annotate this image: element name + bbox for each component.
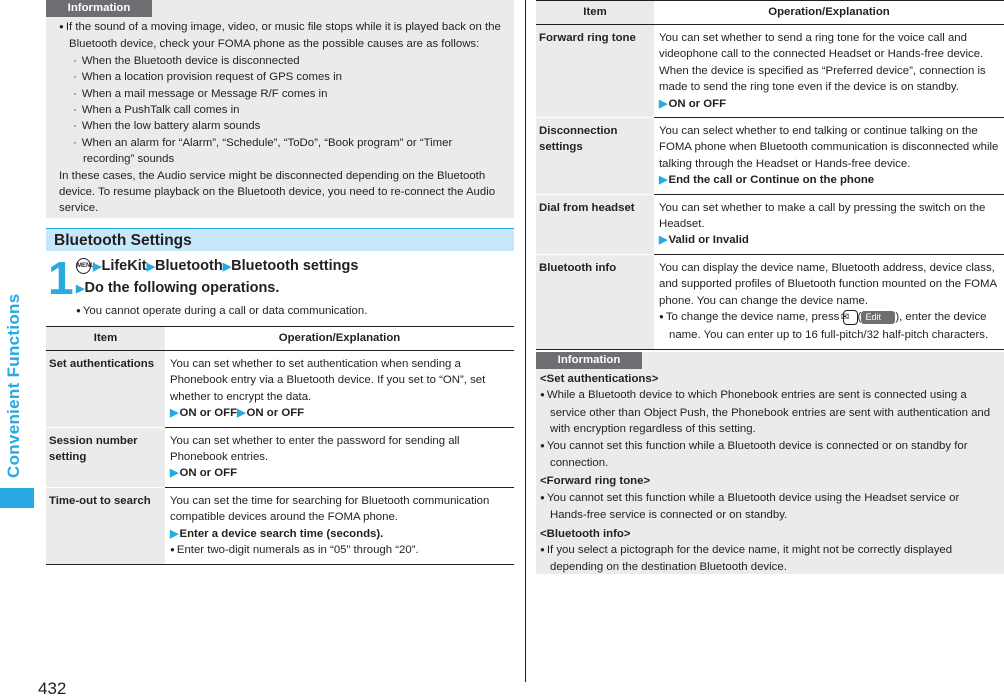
step-instruction: ▶Do the following operations.	[76, 280, 280, 296]
info-bullet: ● You cannot set this function while a Bluetooth device is connected or on standby for connection.	[540, 438, 998, 472]
row-description: You can select whether to end talking or continue talking on the FOMA phone when Bluetooth communication is disconnected while talking through the Headset or Hands-free device. ▶End the call or Continue on the phone	[654, 118, 1004, 195]
arrow-icon: ▶	[237, 407, 246, 420]
row-description: You can set whether to enter the password for sending all Phonebook entries. ▶ON or OFF	[165, 427, 514, 487]
row-options: ▶ON or OFF	[170, 467, 238, 480]
side-tab-marker	[0, 488, 34, 508]
row-description: You can set whether to send a ring tone for the voice call and videophone call to the connected Headset or Hands-free device. When the device is specified as “Preferred device”, connection is made to send the ring tone even if the device is on standby. ▶ON or OFF	[654, 25, 1004, 118]
row-item-label: Time-out to search	[46, 487, 165, 565]
info-group-heading: <Forward ring tone>	[540, 475, 651, 488]
step-path: MENU▶LifeKit▶Bluetooth▶Bluetooth settings	[77, 258, 359, 274]
arrow-icon: ▶	[170, 467, 179, 480]
info-group-heading: <Bluetooth info>	[540, 527, 631, 540]
page-number: 432	[38, 679, 67, 698]
info-box-top	[46, 0, 514, 218]
row-bullet: ● Enter two-digit numerals as in “05” through “20”.	[170, 542, 512, 559]
row-item-label: Bluetooth info	[536, 254, 654, 349]
column-divider	[525, 0, 526, 682]
arrow-icon: ▶	[222, 261, 232, 273]
row-item-label: Session number setting	[46, 427, 165, 487]
info-group-heading: <Set authentications>	[540, 373, 659, 385]
table-row	[46, 351, 514, 428]
arrow-icon: ▶	[93, 261, 102, 273]
table-row	[536, 254, 1004, 349]
table-row	[46, 487, 514, 565]
info-tag: Information	[46, 0, 152, 17]
step-number: 1	[48, 252, 74, 304]
row-options: ▶Enter a device search time (seconds).	[170, 527, 384, 540]
settings-table-left	[46, 326, 514, 565]
row-description: You can set whether to make a call by pressing the switch on the Headset. ▶Valid or Invalid	[654, 194, 1004, 254]
bullet-icon	[540, 544, 547, 556]
cause-item: · When a PushTalk call comes in	[59, 102, 511, 118]
row-item-label: Dial from headset	[536, 194, 654, 254]
arrow-icon: ▶	[170, 527, 179, 540]
cause-item: · When the Bluetooth device is disconnected	[59, 53, 511, 69]
edit-softkey-icon: Edit	[861, 311, 895, 324]
column-header-item: Item	[46, 327, 165, 351]
info-box-bottom	[536, 352, 1004, 574]
info-tag: Information	[536, 352, 642, 369]
arrow-icon: ▶	[659, 234, 668, 247]
row-description: You can display the device name, Bluetooth address, device class, and supported profiles of Bluetooth function mounted on the FOMA phone. You can change the device name. ● To change the device name, press ✉ ( Edit ), enter the device name. You can enter up to 16 full-pitch/32 half-pitch characters.	[654, 254, 1004, 349]
settings-table-right	[536, 0, 1004, 350]
table-header-row	[46, 327, 514, 351]
row-options: ▶ON or OFF	[659, 97, 727, 110]
cause-item: · When a location provision request of GPS comes in	[59, 69, 511, 85]
step-note: ● You cannot operate during a call or data communication.	[76, 303, 367, 320]
info-bullet: ● If you select a pictograph for the device name, it might not be correctly displayed depending on the destination Bluetooth device.	[540, 542, 998, 576]
table-row	[46, 427, 514, 487]
info-lead: ● If the sound of a moving image, video, or music file stops while it is played back on the Bluetooth device, check your FOMA phone as the possible causes are as follows:	[59, 19, 511, 53]
bullet-icon	[659, 311, 666, 323]
info-bullet: ● You cannot set this function while a Bluetooth device using the Headset service or Hands-free service is connected or on standby.	[540, 490, 998, 524]
row-options: ▶Valid or Invalid	[659, 234, 749, 247]
side-tab	[0, 0, 34, 698]
bullet-icon	[540, 492, 547, 504]
table-row	[536, 118, 1004, 195]
cause-item: · When a mail message or Message R/F comes in	[59, 86, 511, 102]
table-header-row	[536, 1, 1004, 25]
section-title: Bluetooth Settings	[54, 232, 192, 249]
arrow-icon: ▶	[659, 97, 668, 110]
table-row	[536, 194, 1004, 254]
info-footer: In these cases, the Audio service might be disconnected depending on the Bluetooth device. To resume playback on the Bluetooth device, you need to re-connect the Audio service.	[59, 169, 496, 215]
bullet-icon	[170, 544, 177, 556]
row-item-label: Disconnection settings	[536, 118, 654, 195]
menu-key-icon: MENU	[76, 258, 91, 274]
row-description: You can set whether to set authentication when sending a Phonebook entry via a Bluetooth device. If you set to “ON”, set whether to encrypt the data. ▶ON or OFF▶ON or OFF	[165, 351, 514, 428]
cause-item: · When the low battery alarm sounds	[59, 118, 511, 134]
cause-item: · When an alarm for “Alarm”, “Schedule”, “ToDo”, “Book program” or “Timer recording” sounds	[59, 135, 511, 168]
bullet-icon	[540, 440, 547, 452]
row-item-label: Forward ring tone	[536, 25, 654, 118]
column-header-operation: Operation/Explanation	[654, 1, 1004, 25]
row-bullet: ● To change the device name, press ✉ ( Edit ), enter the device name. You can enter up to 16 full-pitch/32 half-pitch characters.	[659, 309, 1002, 343]
arrow-icon: ▶	[659, 174, 668, 187]
column-header-operation: Operation/Explanation	[165, 327, 514, 351]
arrow-icon: ▶	[170, 407, 179, 420]
bullet-icon	[59, 21, 66, 33]
row-description: You can set the time for searching for Bluetooth communication compatible devices around the FOMA phone. ▶Enter a device search time (seconds). ● Enter two-digit numerals as in “05” through “20”.	[165, 487, 514, 565]
side-tab-label: Convenient Functions	[4, 293, 23, 478]
arrow-icon: ▶	[76, 283, 85, 295]
column-header-item: Item	[536, 1, 654, 25]
arrow-icon: ▶	[146, 261, 156, 273]
mail-key-icon: ✉	[843, 310, 858, 325]
row-item-label: Set authentications	[46, 351, 165, 428]
table-row	[536, 25, 1004, 118]
bullet-icon	[76, 305, 83, 317]
row-options: ▶End the call or Continue on the phone	[659, 174, 875, 187]
info-bullet: ● While a Bluetooth device to which Phonebook entries are sent is connected using a service other than Object Push, the Phonebook entries are sent with authentication and with encryption regardless of this setting.	[540, 387, 998, 437]
row-options: ▶ON or OFF▶ON or OFF	[170, 407, 305, 420]
bullet-icon	[540, 389, 547, 401]
section-header	[46, 228, 514, 251]
